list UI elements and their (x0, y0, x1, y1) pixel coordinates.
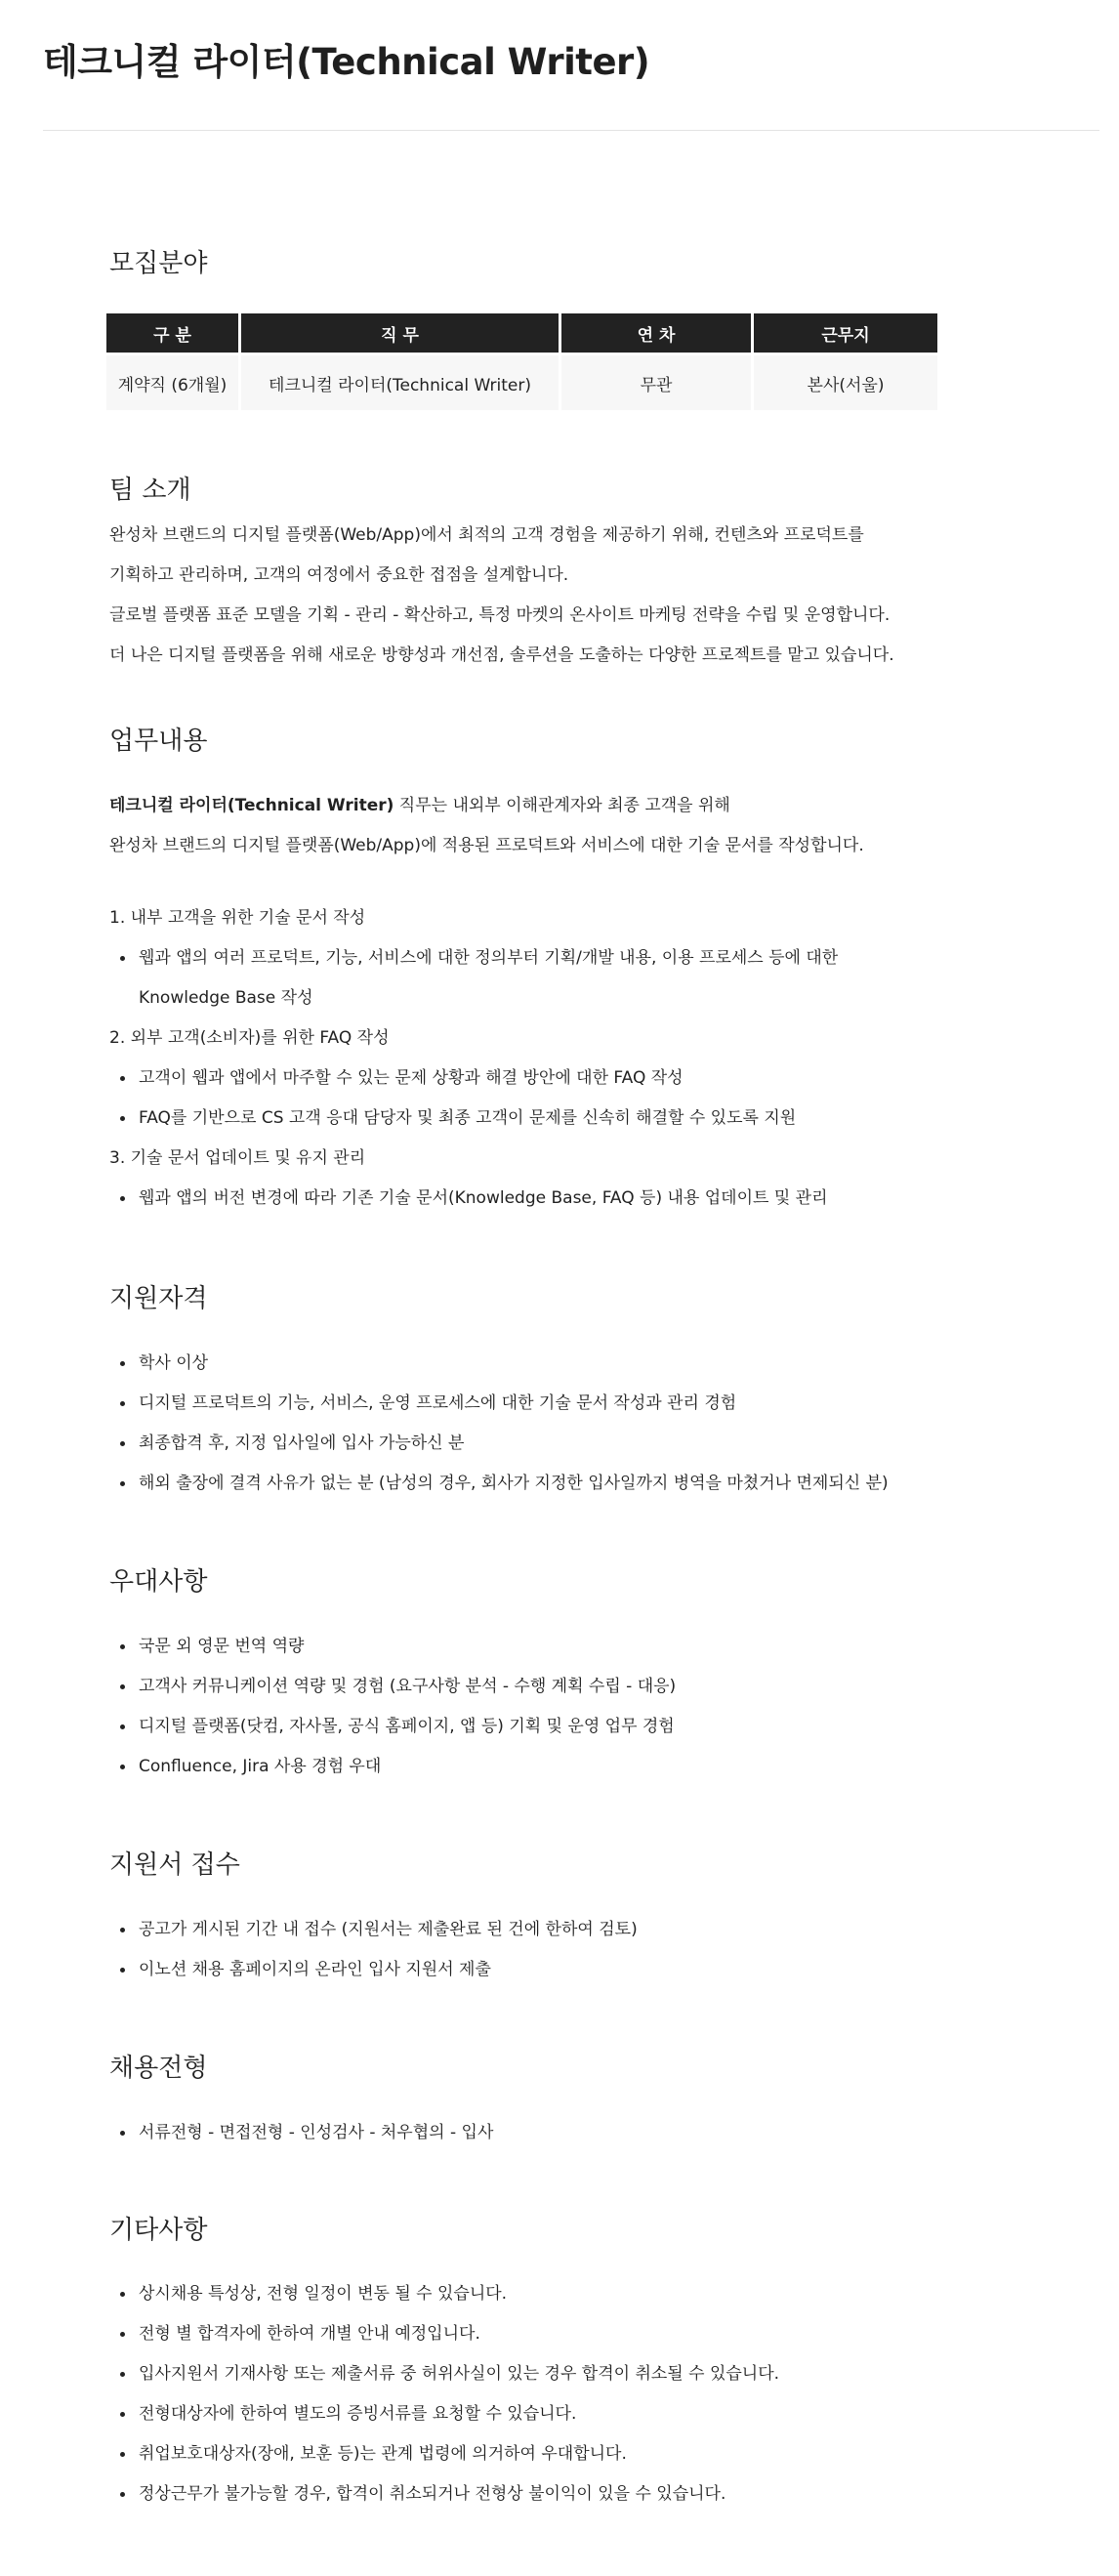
work-intro-line (109, 794, 730, 817)
section-heading-qualifications: 지원자격 (109, 1284, 208, 1313)
section-heading-application: 지원서 접수 (109, 1850, 240, 1880)
work-intro-text: 직무는 내외부 이해관계자와 최종 고객을 위해 (394, 796, 730, 815)
list-item: 전형대상자에 한하여 별도의 증빙서류를 요청할 수 있습니다. (109, 2402, 576, 2426)
numbered-item: 1. 내부 고객을 위한 기술 문서 작성 (109, 908, 366, 928)
recruit-table-header-row (106, 313, 937, 353)
list-item: Confluence, Jira 사용 경험 우대 (109, 1755, 381, 1778)
table-cell: 테크니컬 라이터(Technical Writer) (241, 355, 559, 410)
page-title: 테크니컬 라이터(Technical Writer) (43, 41, 650, 83)
paragraph-line: 완성차 브랜드의 디지털 플랫폼(Web/App)에서 최적의 고객 경험을 제공하기 위해, 컨텐츠와 프로덕트를 (109, 525, 864, 545)
numbered-item: 3. 기술 문서 업데이트 및 유지 관리 (109, 1148, 366, 1168)
table-header-cell: 연 차 (561, 313, 751, 353)
list-item: 국문 외 영문 번역 역량 (109, 1635, 304, 1658)
table-row (106, 355, 937, 410)
paragraph-line: 더 나은 디지털 플랫폼을 위해 새로운 방향성과 개선점, 솔루션을 도출하는 다양한 프로젝트를 맡고 있습니다. (109, 645, 894, 665)
list-item: 취업보호대상자(장애, 보훈 등)는 관계 법령에 의거하여 우대합니다. (109, 2442, 627, 2466)
paragraph-line: 글로벌 플랫폼 표준 모델을 기획 - 관리 - 확산하고, 특정 마켓의 온사이트 마케팅 전략을 수립 및 운영합니다. (109, 605, 891, 625)
list-item: 서류전형 - 면접전형 - 인성검사 - 처우협의 - 입사 (109, 2121, 493, 2144)
list-item: 고객사 커뮤니케이션 역량 및 경험 (요구사항 분석 - 수행 계획 수립 - 대응) (109, 1675, 676, 1698)
title-divider (43, 130, 1099, 131)
table-header-cell: 직 무 (241, 313, 559, 353)
list-item-continuation: Knowledge Base 작성 (139, 988, 313, 1008)
list-item: FAQ를 기반으로 CS 고객 응대 담당자 및 최종 고객이 문제를 신속히 해결할 수 있도록 지원 (109, 1106, 796, 1130)
paragraph-line: 기획하고 관리하며, 고객의 여정에서 중요한 접점을 설계합니다. (109, 565, 569, 585)
table-header-cell: 근무지 (754, 313, 937, 353)
list-item: 입사지원서 기재사항 또는 제출서류 중 허위사실이 있는 경우 합격이 취소될 수 있습니다. (109, 2362, 779, 2386)
table-cell: 무관 (561, 355, 751, 410)
list-item: 웹과 앱의 버전 변경에 따라 기존 기술 문서(Knowledge Base, FAQ 등) 내용 업데이트 및 관리 (109, 1186, 828, 1210)
list-item: 웹과 앱의 여러 프로덕트, 기능, 서비스에 대한 정의부터 기획/개발 내용, 이용 프로세스 등에 대한 (109, 946, 838, 970)
section-heading-work: 업무내용 (109, 727, 208, 756)
section-heading-preferred: 우대사항 (109, 1567, 208, 1597)
section-heading-etc: 기타사항 (109, 2216, 208, 2245)
paragraph-line: 완성차 브랜드의 디지털 플랫폼(Web/App)에 적용된 프로덕트와 서비스에 대한 기술 문서를 작성합니다. (109, 836, 864, 855)
section-heading-team: 팀 소개 (109, 476, 191, 505)
numbered-item: 2. 외부 고객(소비자)를 위한 FAQ 작성 (109, 1028, 390, 1048)
list-item: 이노션 채용 홈페이지의 온라인 입사 지원서 제출 (109, 1958, 491, 1981)
section-heading-recruit: 모집분야 (109, 249, 208, 278)
recruit-table (104, 311, 940, 413)
table-header-cell: 구 분 (106, 313, 238, 353)
list-item: 디지털 프로덕트의 기능, 서비스, 운영 프로세스에 대한 기술 문서 작성과 관리 경험 (109, 1392, 736, 1415)
job-title-emphasis: 테크니컬 라이터(Technical Writer) (109, 796, 394, 815)
list-item: 정상근무가 불가능할 경우, 합격이 취소되거나 전형상 불이익이 있을 수 있습니다. (109, 2482, 725, 2506)
list-item: 최종합격 후, 지정 입사일에 입사 가능하신 분 (109, 1432, 464, 1455)
list-item: 학사 이상 (109, 1351, 208, 1375)
list-item: 공고가 게시된 기간 내 접수 (지원서는 제출완료 된 건에 한하여 검토) (109, 1918, 638, 1941)
list-item: 디지털 플랫폼(닷컴, 자사몰, 공식 홈페이지, 앱 등) 기획 및 운영 업무 경험 (109, 1715, 675, 1738)
table-cell: 본사(서울) (754, 355, 937, 410)
table-cell: 계약직 (6개월) (106, 355, 238, 410)
section-heading-process: 채용전형 (109, 2054, 208, 2083)
list-item: 상시채용 특성상, 전형 일정이 변동 될 수 있습니다. (109, 2282, 507, 2306)
list-item: 고객이 웹과 앱에서 마주할 수 있는 문제 상황과 해결 방안에 대한 FAQ 작성 (109, 1066, 684, 1090)
list-item: 해외 출장에 결격 사유가 없는 분 (남성의 경우, 회사가 지정한 입사일까지 병역을 마쳤거나 면제되신 분) (109, 1472, 889, 1495)
list-item: 전형 별 합격자에 한하여 개별 안내 예정입니다. (109, 2322, 480, 2346)
